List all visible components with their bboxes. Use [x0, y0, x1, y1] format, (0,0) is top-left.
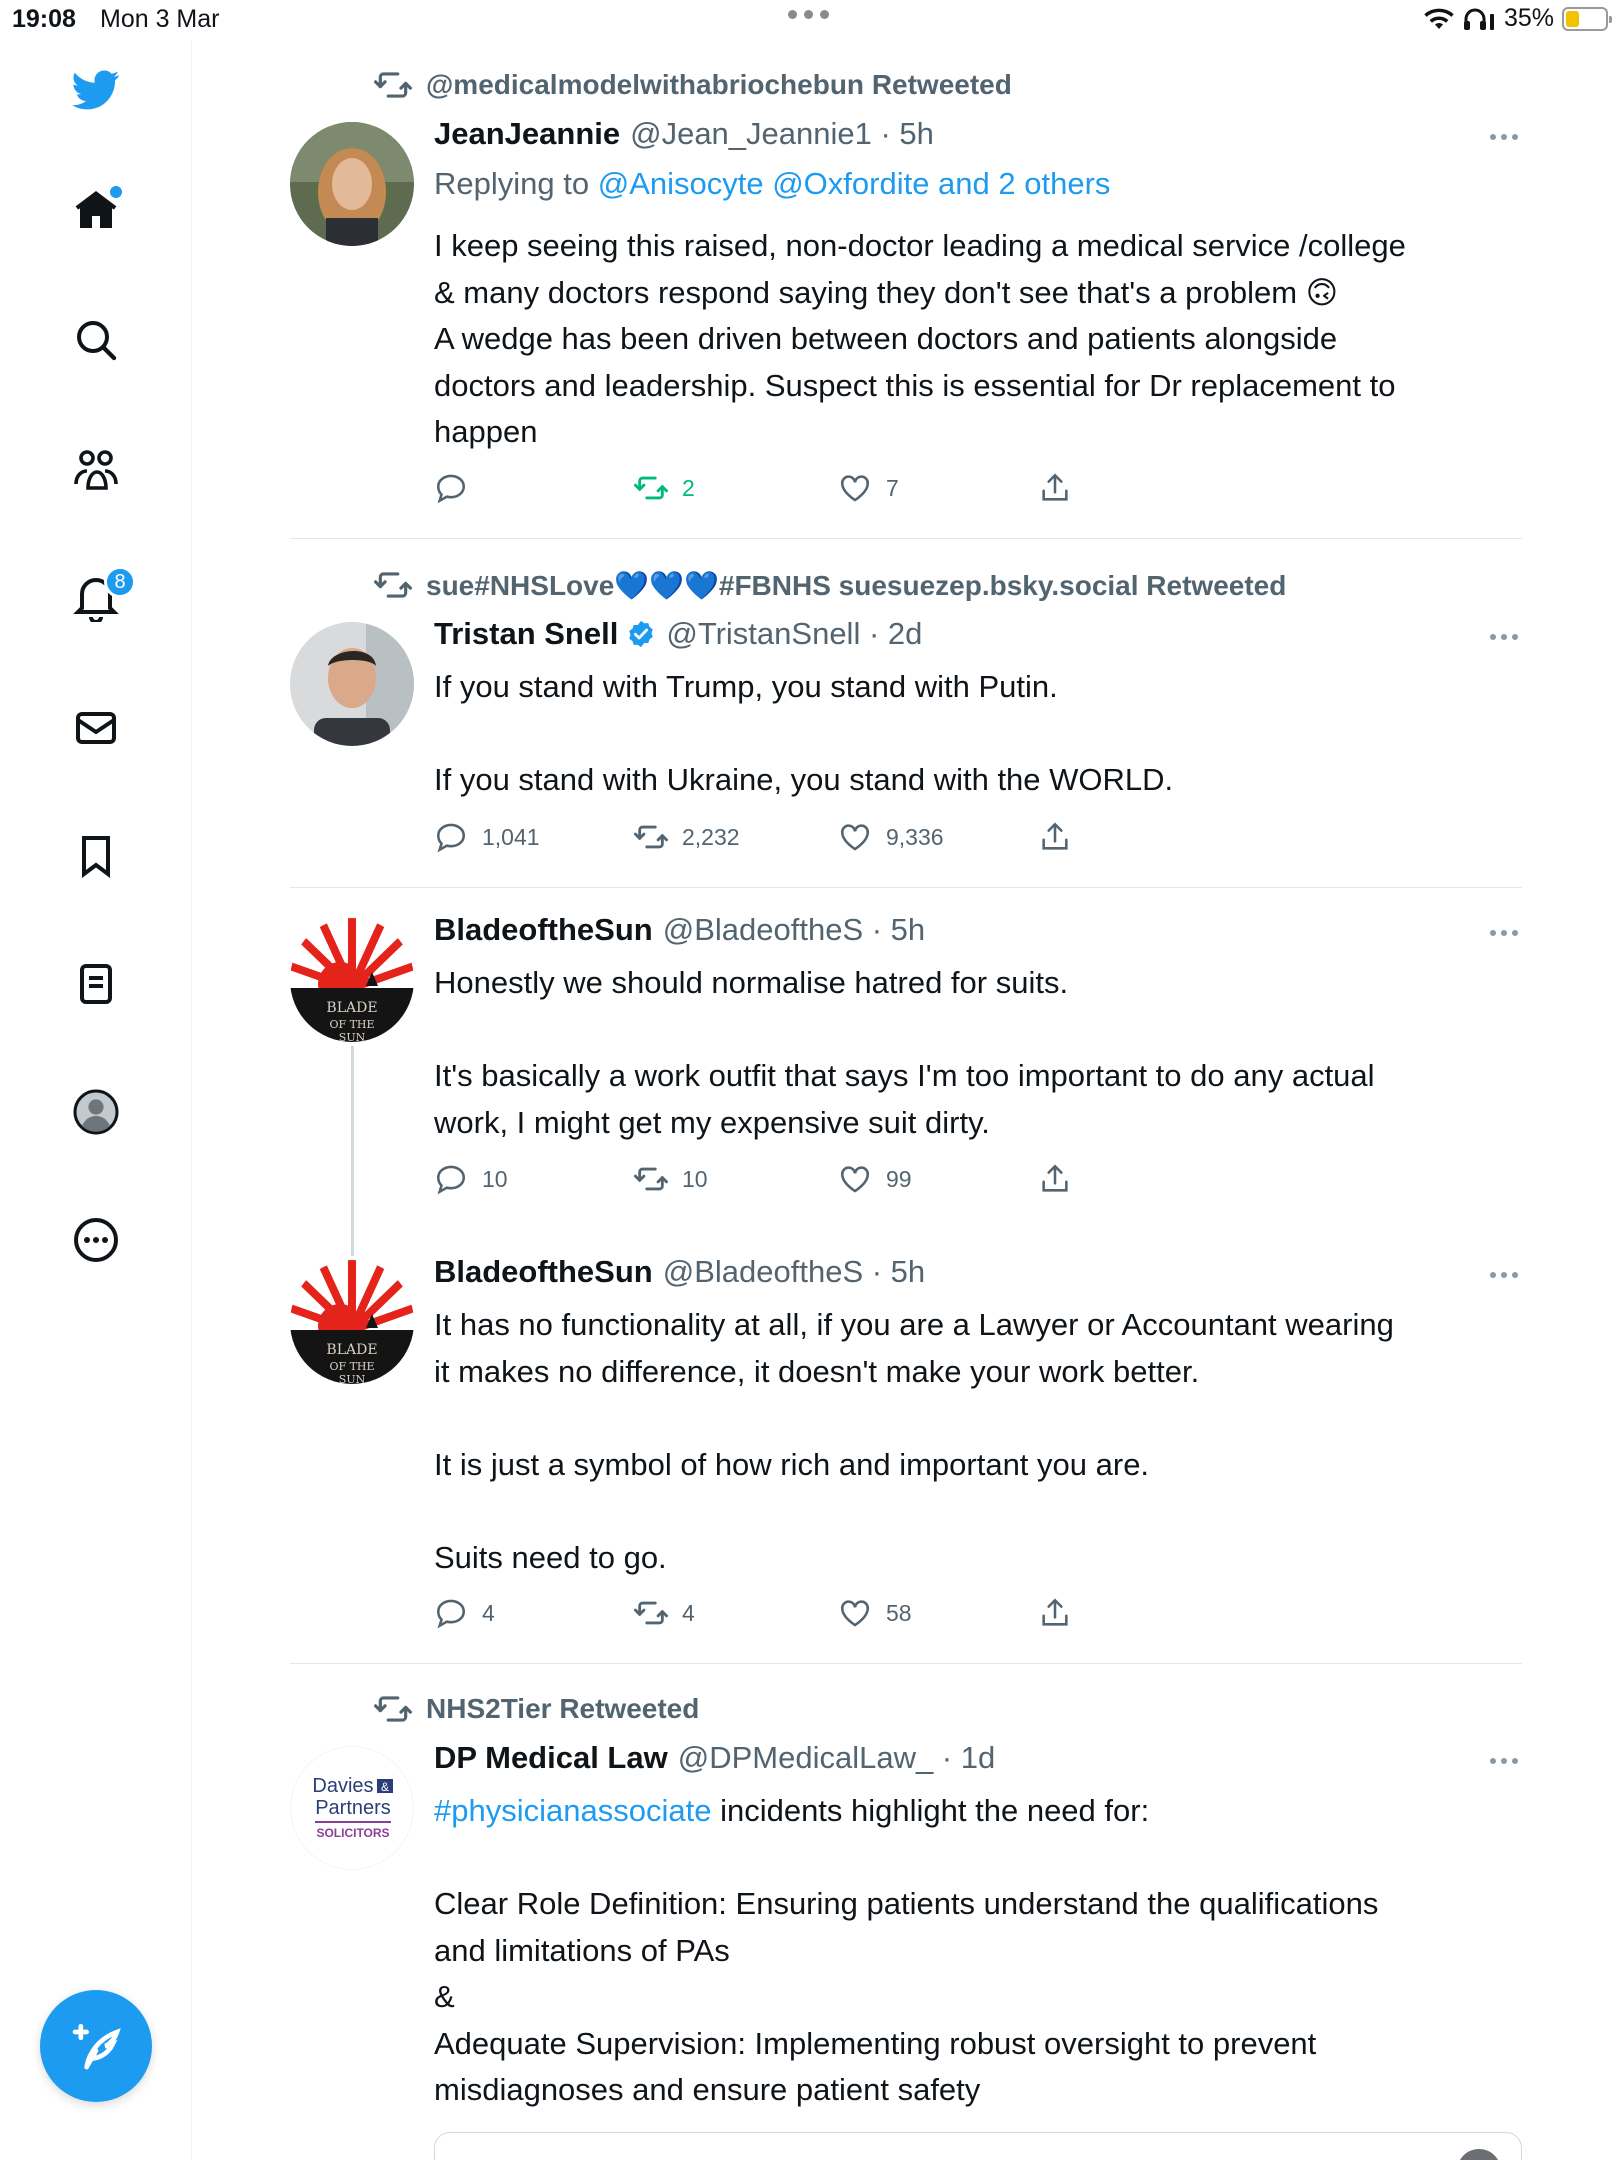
- tweet-text: [434, 664, 1514, 804]
- heart-icon: [838, 471, 872, 505]
- tweet-divider: [290, 887, 1522, 888]
- avatar[interactable]: [290, 1746, 414, 1870]
- tweet-text-line: happen: [434, 414, 538, 449]
- tweet-text-line: Suits need to go.: [434, 1539, 667, 1575]
- like-button[interactable]: [838, 1159, 912, 1199]
- retweeted-by-line: [374, 1690, 699, 1728]
- retweet-button[interactable]: [634, 1593, 695, 1633]
- tweet-text-line: work, I might get my expensive suit dirty.: [434, 1104, 990, 1140]
- retweeted-by-text[interactable]: sue#NHSLove💙💙💙#FBNHS suesuezep.bsky.social Retweeted: [426, 569, 1287, 601]
- tweet-text-segment: incidents highlight the need for:: [711, 1793, 1150, 1828]
- status-date: Mon 3 Mar: [100, 5, 220, 33]
- retweeted-by-line: [374, 566, 1286, 604]
- retweet-icon: [634, 1596, 668, 1630]
- retweet-count: 10: [682, 1165, 708, 1192]
- more-options-icon[interactable]: [1490, 134, 1518, 140]
- share-icon: [1038, 471, 1072, 505]
- avatar-text-line: Partners: [315, 1797, 391, 1819]
- tweet-text: [434, 1788, 1514, 2114]
- reply-count: 4: [482, 1599, 495, 1626]
- like-button[interactable]: [838, 1593, 912, 1633]
- replying-to: [434, 166, 1110, 202]
- bookmarks-icon[interactable]: [66, 826, 126, 886]
- tweet-text-line: [434, 1488, 1514, 1535]
- tweet-actions: [434, 468, 1134, 508]
- retweet-icon: [634, 1162, 668, 1196]
- like-button[interactable]: [838, 817, 944, 857]
- twitter-logo-icon[interactable]: [66, 60, 126, 120]
- thread-connector-line: [351, 1046, 354, 1256]
- handle-and-time[interactable]: @BladeoftheS · 5h: [662, 912, 926, 947]
- display-name[interactable]: DP Medical Law: [434, 1740, 668, 1775]
- heart-icon: [838, 1162, 872, 1196]
- avatar[interactable]: [290, 622, 414, 746]
- share-button[interactable]: [1038, 1159, 1072, 1199]
- handle-and-time[interactable]: @DPMedicalLaw_ · 1d: [677, 1740, 996, 1775]
- share-button[interactable]: [1038, 1593, 1072, 1633]
- retweeted-by-text[interactable]: @medicalmodelwithabriochebun Retweeted: [426, 69, 1012, 100]
- tweet-text-line: [434, 1395, 1514, 1442]
- notifications-badge: 8: [104, 566, 136, 598]
- avatar-text-line: BLADE: [326, 1000, 378, 1016]
- notifications-icon[interactable]: [66, 568, 126, 628]
- like-count: 7: [886, 474, 899, 501]
- reply-button[interactable]: [434, 468, 482, 508]
- tweet-text-line: and limitations of PAs: [434, 1932, 730, 1968]
- display-name[interactable]: Tristan Snell: [434, 616, 619, 651]
- tweet-text-line: It's basically a work outfit that says I'm too important to do any actual: [434, 1058, 1375, 1093]
- retweet-icon: [374, 1690, 412, 1728]
- retweet-button[interactable]: [634, 1159, 708, 1199]
- tweet-text-line: [434, 1835, 1514, 1882]
- reply-count: 10: [482, 1165, 508, 1192]
- battery-icon: [1562, 7, 1608, 31]
- tweet-text-line: It has no functionality at all, if you are a Lawyer or Accountant wearing: [434, 1307, 1394, 1342]
- share-icon: [1038, 820, 1072, 854]
- heart-icon: [838, 1596, 872, 1630]
- messages-icon[interactable]: [66, 698, 126, 758]
- tweet-actions: [434, 1159, 1134, 1199]
- tweet-text: [434, 960, 1514, 1146]
- tweet-text-line: If you stand with Trump, you stand with Putin.: [434, 669, 1058, 704]
- timeline-feed: [290, 0, 1522, 2160]
- avatar-text-line: SUN: [338, 1373, 366, 1384]
- reply-button[interactable]: [434, 817, 540, 857]
- tweet-text-line: &: [434, 1979, 455, 2014]
- more-icon[interactable]: [66, 1210, 126, 1270]
- retweeted-by-line: [374, 66, 1012, 104]
- like-count: 99: [886, 1165, 912, 1192]
- retweet-icon: [374, 566, 412, 604]
- share-icon: [1038, 1596, 1072, 1630]
- tweet-text-line: it makes no difference, it doesn't make your work better.: [434, 1353, 1200, 1389]
- more-options-icon[interactable]: [1490, 634, 1518, 640]
- more-options-icon[interactable]: [1490, 1272, 1518, 1278]
- tweet-text-line: A wedge has been driven between doctors and patients alongside: [434, 321, 1338, 356]
- like-count: 9,336: [886, 823, 944, 850]
- embedded-card[interactable]: [434, 2132, 1522, 2160]
- avatar-text-line: BLADE: [326, 1342, 378, 1358]
- tweet-actions: [434, 1593, 1134, 1633]
- status-time: 19:08: [12, 5, 76, 33]
- share-button[interactable]: [1038, 817, 1072, 857]
- tweet-text: [434, 223, 1514, 456]
- battery-percent: 35%: [1503, 4, 1554, 32]
- tweet-text-line: misdiagnoses and ensure patient safety: [434, 2072, 981, 2107]
- tweet-divider: [290, 1663, 1522, 1664]
- home-icon[interactable]: [66, 180, 126, 240]
- sidebar-nav: [0, 40, 192, 2160]
- tweet-text-line: & many doctors respond saying they don't see that's a problem 🙃: [434, 274, 1339, 310]
- handle-and-time[interactable]: @Jean_Jeannie1 · 5h: [630, 116, 934, 151]
- handle-and-time[interactable]: @TristanSnell · 2d: [666, 616, 923, 651]
- heart-icon: [838, 820, 872, 854]
- display-name[interactable]: BladeoftheSun: [434, 912, 653, 947]
- share-icon: [1038, 1162, 1072, 1196]
- replying-to-prefix: Replying to: [434, 166, 598, 201]
- display-name[interactable]: JeanJeannie: [434, 116, 621, 151]
- avatar-text-line: SUN: [338, 1031, 366, 1042]
- replying-to-links[interactable]: @Anisocyte @Oxfordite and 2 others: [597, 166, 1111, 201]
- reply-count: 1,041: [482, 823, 540, 850]
- tweet-text-line: I keep seeing this raised, non-doctor leading a medical service /college: [434, 228, 1406, 263]
- share-button[interactable]: [1038, 468, 1072, 508]
- hashtag-link[interactable]: #physicianassociate: [434, 1793, 712, 1828]
- avatar[interactable]: [290, 1260, 414, 1384]
- more-options-icon[interactable]: [1490, 930, 1518, 936]
- avatar[interactable]: [290, 918, 414, 1042]
- retweet-button[interactable]: [634, 468, 695, 508]
- verified-badge-icon: [626, 619, 656, 649]
- tweet-text-line: Honestly we should normalise hatred for suits.: [434, 965, 1069, 1000]
- home-unread-dot: [110, 186, 122, 198]
- retweet-count: 2: [682, 474, 695, 501]
- retweet-icon: [374, 66, 412, 104]
- reply-icon: [434, 1162, 468, 1196]
- search-icon[interactable]: [66, 310, 126, 370]
- reply-icon: [434, 471, 468, 505]
- tweet-text-line: It is just a symbol of how rich and important you are.: [434, 1446, 1150, 1482]
- tweet-text-line: doctors and leadership. Suspect this is essential for Dr replacement to: [434, 367, 1396, 403]
- reply-button[interactable]: [434, 1159, 508, 1199]
- reply-button[interactable]: [434, 1593, 495, 1633]
- compose-icon: [68, 2018, 124, 2074]
- like-count: 58: [886, 1599, 912, 1626]
- retweeted-by-text[interactable]: NHS2Tier Retweeted: [426, 1693, 700, 1724]
- tweet-divider: [290, 538, 1522, 539]
- retweet-button[interactable]: [634, 817, 740, 857]
- like-button[interactable]: [838, 468, 899, 508]
- compose-button[interactable]: [40, 1990, 152, 2102]
- avatar-text-line: &: [380, 1780, 390, 1794]
- avatar-text-line: OF THE: [329, 1360, 375, 1373]
- profile-icon[interactable]: [66, 1082, 126, 1142]
- tweet-text-line: [434, 1007, 1514, 1054]
- retweet-count: 4: [682, 1599, 695, 1626]
- avatar-text-line: SOLICITORS: [316, 1826, 390, 1840]
- avatar[interactable]: [290, 122, 414, 246]
- tweet-actions: [434, 817, 1134, 857]
- avatar-text-line: Davies: [312, 1775, 374, 1797]
- tweet-text-line: If you stand with Ukraine, you stand with the WORLD.: [434, 762, 1174, 797]
- lists-icon[interactable]: [66, 954, 126, 1014]
- display-name[interactable]: BladeoftheSun: [434, 1254, 653, 1289]
- reply-icon: [434, 1596, 468, 1630]
- tweet-text-line: Adequate Supervision: Implementing robust oversight to prevent: [434, 2025, 1317, 2061]
- tweet-text-line: [434, 1788, 1514, 1835]
- retweet-icon: [634, 820, 668, 854]
- retweet-count: 2,232: [682, 823, 740, 850]
- tweet-text-line: Clear Role Definition: Ensuring patients understand the qualifications: [434, 1886, 1379, 1921]
- card-avatar: [1457, 2149, 1501, 2160]
- retweet-icon: [634, 471, 668, 505]
- avatar-text-line: OF THE: [329, 1018, 375, 1031]
- handle-and-time[interactable]: @BladeoftheS · 5h: [662, 1254, 926, 1289]
- tweet-text: [434, 1302, 1514, 1581]
- reply-icon: [434, 820, 468, 854]
- tweet-text-line: [434, 711, 1514, 758]
- more-options-icon[interactable]: [1490, 1758, 1518, 1764]
- communities-icon[interactable]: [66, 440, 126, 500]
